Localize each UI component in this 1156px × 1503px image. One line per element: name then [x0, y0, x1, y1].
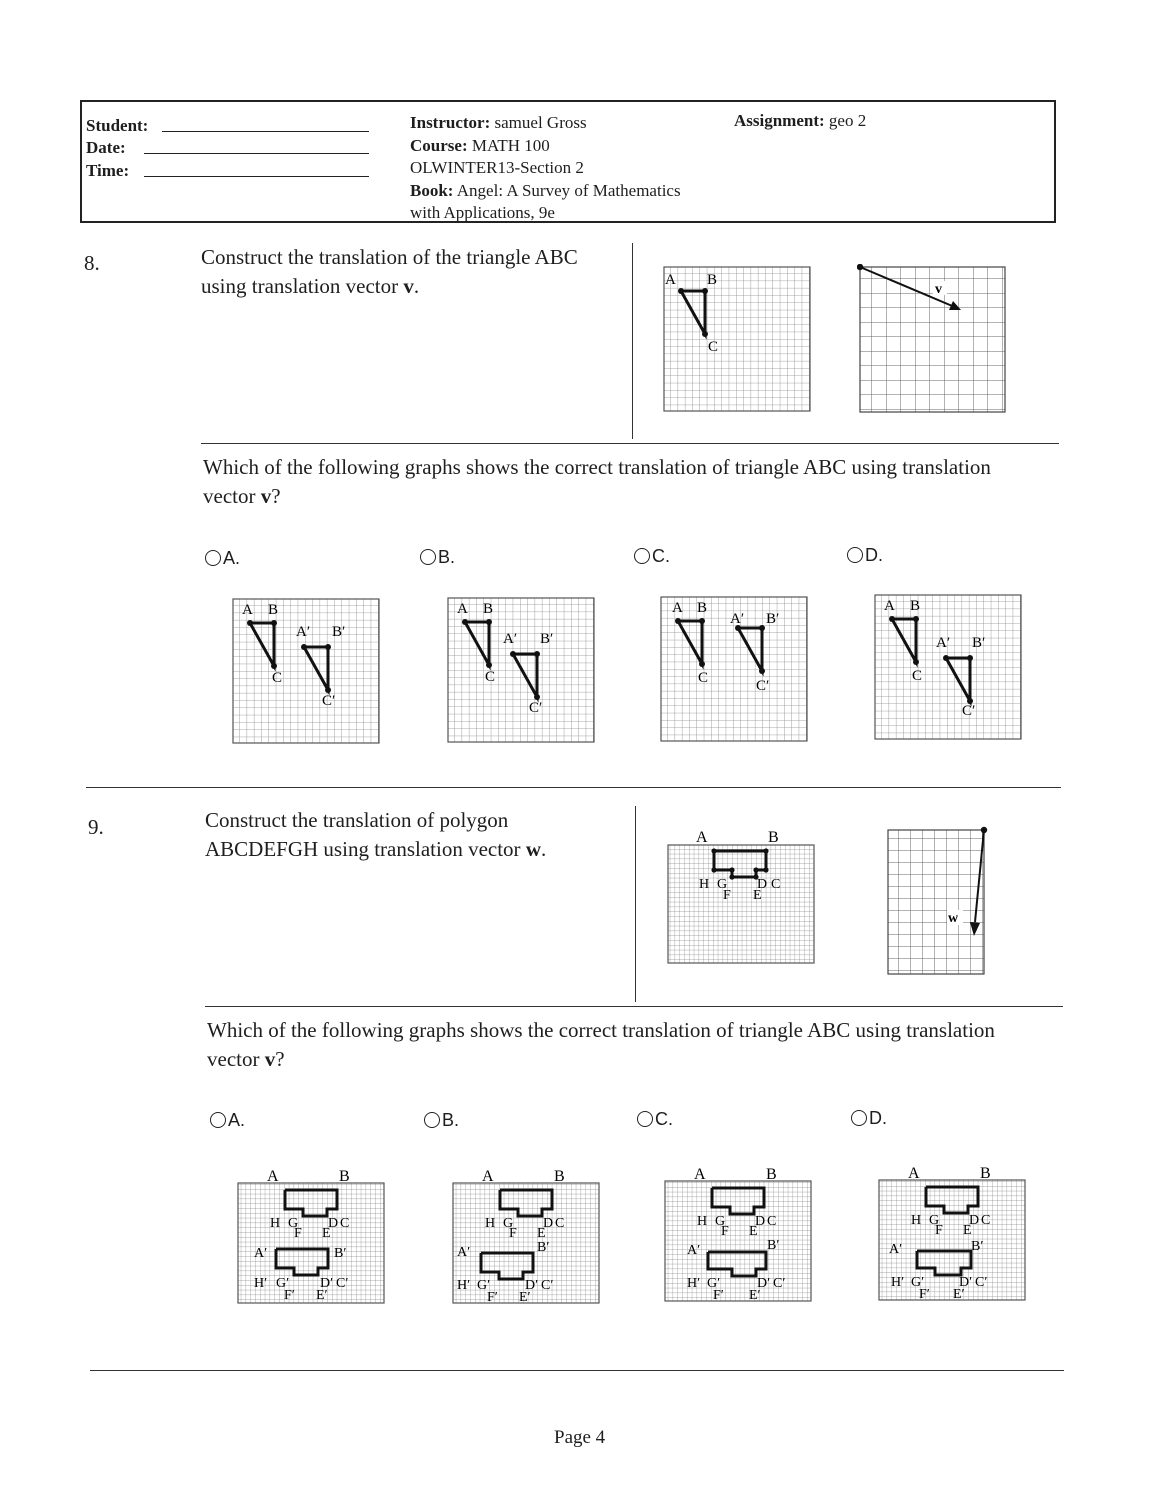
radio-icon[interactable]	[205, 550, 221, 566]
point-label: E′	[316, 1288, 328, 1303]
radio-icon[interactable]	[420, 549, 436, 565]
radio-icon[interactable]	[634, 548, 650, 564]
q8-option-c-graph[interactable]	[660, 596, 810, 744]
point-label: C′	[529, 700, 543, 716]
q9-number: 9.	[88, 815, 104, 839]
point-label: E′	[519, 1290, 531, 1305]
point-label: A′	[254, 1246, 268, 1261]
q9-prompt: Construct the translation of polygon ABCDEFGH using translation vector w.	[205, 808, 547, 861]
point-label: C	[771, 877, 781, 892]
point-label: F	[509, 1226, 517, 1241]
q8-triangle-grid	[663, 266, 813, 414]
vertex-dot	[702, 331, 708, 337]
vertex-dot	[510, 651, 516, 657]
point-label: B	[268, 602, 279, 618]
point-label: A′	[889, 1242, 903, 1257]
point-label: B′	[540, 631, 554, 647]
vector-w-label: w	[948, 911, 959, 926]
point-label: H′	[891, 1275, 905, 1290]
q8-option-a-graph[interactable]	[232, 598, 382, 746]
point-label: H′	[254, 1276, 268, 1291]
q9-option-c-graph[interactable]	[663, 1163, 815, 1305]
point-label: C′	[773, 1276, 786, 1291]
point-label: C′	[541, 1278, 554, 1293]
point-label: B	[768, 829, 779, 846]
radio-icon[interactable]	[210, 1112, 226, 1128]
q8-prompt: Construct the translation of the triangle ABC using translation vector v.	[201, 245, 578, 298]
q8-divider	[632, 243, 633, 439]
vertex-dot	[711, 848, 716, 853]
student-blank	[162, 131, 369, 132]
vertex-dot	[913, 659, 919, 665]
point-label: B	[554, 1168, 565, 1185]
point-label: A	[694, 1166, 706, 1183]
point-label: B′	[767, 1238, 780, 1253]
point-label: H′	[687, 1276, 701, 1291]
vertex-dot	[699, 661, 705, 667]
point-label: H	[697, 1214, 708, 1229]
point-label: G	[717, 877, 728, 892]
point-label: F	[294, 1226, 302, 1241]
vertex-dot	[729, 874, 734, 879]
point-label: E	[322, 1226, 331, 1241]
vertex-dot	[301, 644, 307, 650]
point-label: F	[723, 888, 731, 903]
point-label: G′	[276, 1276, 290, 1291]
q9-separator	[205, 1006, 1063, 1007]
point-label: D′	[757, 1276, 771, 1291]
point-label: F′	[487, 1290, 498, 1305]
assignment-line: Assignment: geo 2	[734, 111, 867, 130]
point-label: C	[912, 668, 923, 684]
point-label: H′	[457, 1278, 471, 1293]
point-label: C′	[756, 678, 770, 694]
vertex-dot	[759, 625, 765, 631]
date-blank	[144, 153, 369, 154]
point-label: F	[935, 1223, 943, 1238]
point-label: F	[721, 1224, 729, 1239]
q8-vector-grid	[857, 264, 1007, 414]
q8-option-b[interactable]: B.	[420, 547, 455, 568]
point-label: H	[911, 1213, 922, 1228]
q9-option-d-graph[interactable]	[877, 1162, 1029, 1304]
point-label: C′	[322, 693, 336, 709]
point-label: D	[757, 877, 768, 892]
radio-icon[interactable]	[851, 1110, 867, 1126]
point-label: H	[270, 1216, 281, 1231]
vertex-dot	[247, 620, 253, 626]
point-label: A	[267, 1168, 279, 1185]
point-label: A	[457, 601, 468, 617]
time-label: Time:	[86, 161, 130, 180]
point-label: C	[555, 1216, 565, 1231]
vertex-dot	[534, 651, 540, 657]
radio-icon[interactable]	[424, 1112, 440, 1128]
point-label: C	[340, 1216, 350, 1231]
point-label: C′	[975, 1275, 988, 1290]
q8-option-a[interactable]: A.	[205, 548, 240, 569]
point-label: A′	[936, 635, 951, 651]
vertex-dot	[271, 620, 277, 626]
point-label: B′	[537, 1240, 550, 1255]
point-label: F′	[713, 1288, 724, 1303]
point-label: B	[483, 601, 494, 617]
q9-divider	[635, 806, 636, 1002]
page-number: Page 4	[554, 1427, 606, 1448]
book-line-2: with Applications, 9e	[410, 203, 555, 222]
q9-option-c[interactable]: C.	[637, 1109, 673, 1130]
point-label: E′	[749, 1288, 761, 1303]
vertex-dot	[889, 616, 895, 622]
point-label: C′	[962, 703, 976, 719]
point-label: A′	[687, 1243, 701, 1258]
vertex-dot	[486, 619, 492, 625]
point-label: A′	[730, 611, 745, 627]
point-label: A′	[457, 1245, 471, 1260]
q8-separator	[201, 443, 1059, 444]
point-label: C′	[336, 1276, 349, 1291]
point-label: A′	[296, 624, 311, 640]
point-label: C	[698, 670, 709, 686]
vertex-dot	[699, 618, 705, 624]
bottom-separator	[90, 1370, 1064, 1371]
point-label: B′	[332, 624, 346, 640]
point-label: E	[963, 1223, 972, 1238]
point-label: B′	[971, 1239, 984, 1254]
point-c: C	[708, 339, 719, 355]
point-label: H	[699, 877, 710, 892]
point-label: E	[537, 1226, 546, 1241]
q9-vector-grid	[886, 826, 988, 976]
q8-question: Which of the following graphs shows the correct translation of triangle ABC using translation vector v?	[203, 455, 991, 508]
point-label: D′	[320, 1276, 334, 1291]
vertex-dot	[967, 655, 973, 661]
point-label: F′	[284, 1288, 295, 1303]
point-label: C	[981, 1213, 991, 1228]
point-label: A	[696, 829, 708, 846]
vertex-dot	[711, 867, 716, 872]
q9-option-a[interactable]: A.	[210, 1110, 245, 1131]
point-label: D	[328, 1216, 339, 1231]
point-label: F′	[919, 1287, 930, 1302]
point-label: A	[242, 602, 253, 618]
point-label: G′	[477, 1278, 491, 1293]
point-label: C	[272, 670, 283, 686]
q8-option-d[interactable]: D.	[847, 545, 883, 566]
vertex-dot	[675, 618, 681, 624]
point-label: B′	[334, 1246, 347, 1261]
point-label: E′	[953, 1287, 965, 1302]
vertex-dot	[486, 662, 492, 668]
vertex-dot	[763, 848, 768, 853]
point-label: A	[908, 1165, 920, 1182]
point-label: G	[503, 1216, 514, 1231]
time-blank	[144, 176, 369, 177]
point-label: A	[672, 600, 683, 616]
point-label: B′	[972, 635, 986, 651]
point-label: D	[755, 1214, 766, 1229]
instructor-line: Instructor: samuel Gross	[410, 113, 587, 132]
point-label: A	[482, 1168, 494, 1185]
radio-icon[interactable]	[637, 1111, 653, 1127]
student-label: Student:	[86, 116, 149, 135]
vertex-dot	[678, 288, 684, 294]
point-label: G	[715, 1214, 726, 1229]
point-label: C	[767, 1214, 777, 1229]
point-a: A	[665, 272, 676, 288]
point-label: B	[910, 598, 921, 614]
point-label: B′	[766, 611, 780, 627]
point-label: D	[969, 1213, 980, 1228]
q9-question: Which of the following graphs shows the correct translation of triangle ABC using translation vector v?	[207, 1018, 995, 1071]
vertex-dot	[981, 827, 987, 833]
point-label: D′	[959, 1275, 973, 1290]
vertex-dot	[702, 288, 708, 294]
point-label: C	[485, 669, 496, 685]
point-label: E	[749, 1224, 758, 1239]
assignment-header	[80, 100, 1056, 223]
point-label: B	[980, 1165, 991, 1182]
q9-option-d[interactable]: D.	[851, 1108, 887, 1129]
point-label: D	[543, 1216, 554, 1231]
point-label: A	[884, 598, 895, 614]
book-line: Book: Angel: A Survey of Mathematics	[410, 181, 681, 200]
q9-polygon-grid	[665, 825, 817, 965]
point-label: A′	[503, 631, 518, 647]
point-label: G′	[707, 1276, 721, 1291]
q9-option-a-graph[interactable]	[236, 1165, 388, 1307]
point-label: D′	[525, 1278, 539, 1293]
point-b: B	[707, 272, 718, 288]
point-label: G	[929, 1213, 940, 1228]
point-label: E	[753, 888, 762, 903]
vertex-dot	[763, 867, 768, 872]
point-label: G′	[911, 1275, 925, 1290]
radio-icon[interactable]	[847, 547, 863, 563]
section-separator	[86, 787, 1061, 788]
q8-option-b-graph[interactable]	[447, 597, 597, 745]
point-label: B	[339, 1168, 350, 1185]
date-label: Date:	[86, 138, 126, 157]
vertex-dot	[753, 867, 758, 872]
q8-number: 8.	[84, 251, 100, 275]
vertex-dot	[943, 655, 949, 661]
vertex-dot	[759, 668, 765, 674]
vector-v-label: v	[935, 282, 942, 297]
q9-option-b-graph[interactable]	[451, 1165, 603, 1307]
point-label: G	[288, 1216, 299, 1231]
vertex-dot	[271, 663, 277, 669]
q9-option-b[interactable]: B.	[424, 1110, 459, 1131]
point-label: B	[697, 600, 708, 616]
q8-option-d-graph[interactable]	[874, 594, 1024, 742]
point-label: H	[485, 1216, 496, 1231]
vertex-dot	[462, 619, 468, 625]
vertex-dot	[325, 644, 331, 650]
vertex-dot	[913, 616, 919, 622]
point-label: B	[766, 1166, 777, 1183]
q8-option-c[interactable]: C.	[634, 546, 670, 567]
course-line: Course: MATH 100	[410, 136, 550, 155]
vertex-dot	[729, 867, 734, 872]
course-section: OLWINTER13-Section 2	[410, 158, 584, 177]
